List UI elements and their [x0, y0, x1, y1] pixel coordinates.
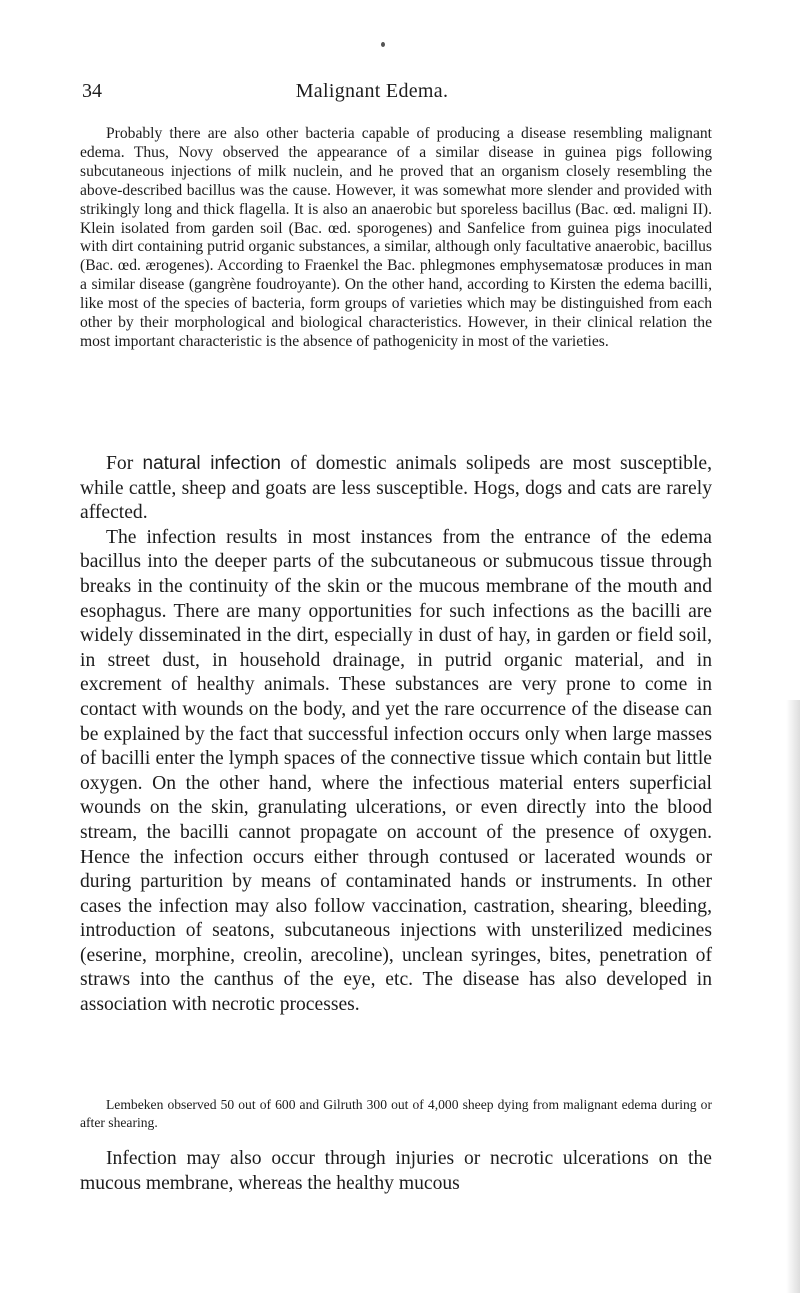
print-speck [381, 42, 385, 47]
paragraph-susceptibility [80, 452, 712, 526]
footnote-shearing: Lembeken observed 50 out of 600 and Gilruth 300 out of 4,000 sheep dying from malignant edema during or after shearing. [80, 1097, 712, 1130]
natural-infection-section [80, 452, 712, 1018]
paragraph-mucous-infection: Infection may also occur through injuries or necrotic ulcerations on the mucous membrane, whereas the healthy mucous [80, 1148, 712, 1194]
page-number: 34 [82, 80, 102, 102]
page-edge-shadow [786, 700, 800, 1293]
paragraph-susceptibility-text: of domestic animals solipeds are most susceptible, while cattle, sheep and goats are less susceptible. Hogs, dogs and cats are rarely affected. [80, 453, 712, 524]
paragraph-lead: For [106, 453, 134, 474]
page-header [62, 80, 682, 110]
paragraph-related-bacteria: Probably there are also other bacteria capable of producing a disease resembling malignant edema. Thus, Novy observed the appearance of a similar disease in guinea pigs following subcutaneous injections of milk nuclein, and he proved that an organism closely resembling the above-described bacillus was the cause. However, it was somewhat more slender and provided with strikingly long and thick flagella. It is also an anaerobic but sporeless bacillus (Bac. œd. maligni II). Klein isolated from garden soil (Bac. œd. sporogenes) and Sanfelice from guinea pigs inoculated with dirt containing putrid organic substances, a similar, although only facultative anaerobic, bacillus (Bac. œd. ærogenes). According to Fraenkel the Bac. phlegmones emphysematosæ produces in man a similar disease (gangrène foudroyante). On the other hand, according to Kirsten the edema bacilli, like most of the species of bacteria, form groups of varieties which may be distinguished from each other by their morphological and biological characteristics. However, in their clinical relation the most important characteristic is the absence of pathogenicity in most of the varieties. [80, 125, 712, 350]
emphasis-natural-infection: natural infection [142, 453, 281, 474]
paragraph-infection-routes: The infection results in most instances from the entrance of the edema bacillus into the deeper parts of the subcutaneous or submucous tissue through breaks in the continuity of the skin or the mucous membrane of the mouth and esophagus. There are many opportunities for such infections as the bacilli are widely disseminated in the dirt, especially in dust of hay, in garden or field soil, in street dust, in household drainage, in putrid organic material, and in excrement of healthy animals. These substances are very prone to come in contact with wounds on the body, and yet the rare occurrence of the disease can be explained by the fact that successful infection occurs only when large masses of bacilli enter the lymph spaces of the connective tissue which contain but little oxygen. On the other hand, where the infectious material enters superficial wounds on the skin, granulating ulcerations, or even directly into the blood stream, the bacilli cannot propagate on account of the presence of oxygen. Hence the infection occurs either through contused or lacerated wounds or during parturition by means of contaminated hands or instruments. In other cases the infection may also follow vaccination, castration, shearing, bleeding, introduction of seatons, subcutaneous injections with unsterilized medicines (eserine, morphine, creolin, arecoline), unclean syringes, bites, penetration of straws into the canthus of the eye, etc. The disease has also developed in association with necrotic processes. [80, 526, 712, 1016]
running-title: Malignant Edema. [295, 80, 449, 102]
